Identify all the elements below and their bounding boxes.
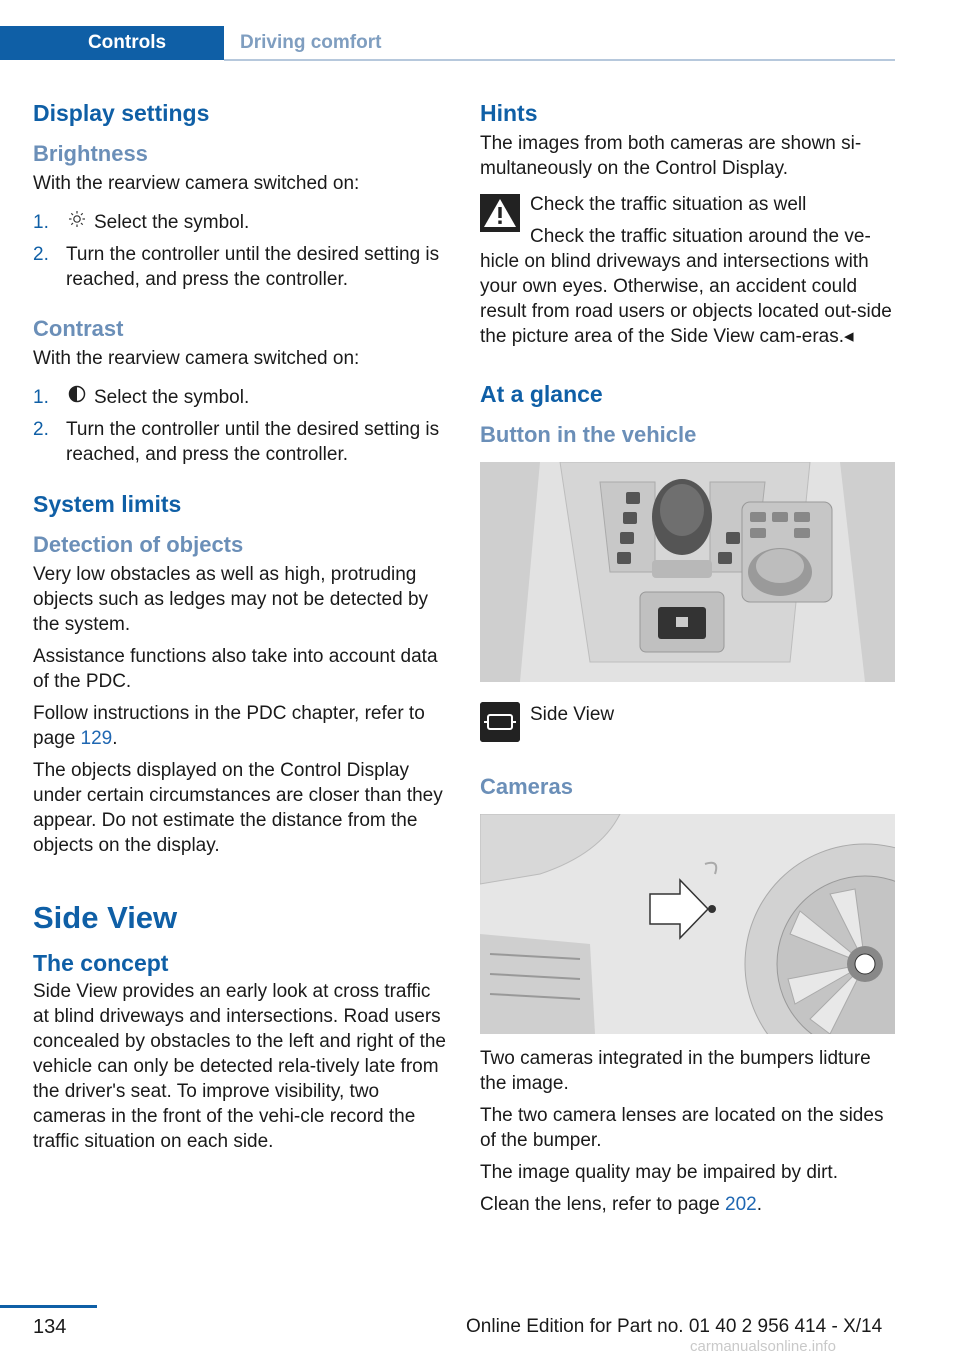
step-number: 1. <box>33 212 49 233</box>
step-text: Select the symbol. <box>94 387 250 408</box>
watermark: carmanualsonline.info <box>690 1338 836 1355</box>
detection-p3-end: . <box>112 728 118 749</box>
warning-block <box>480 192 898 349</box>
cameras-paragraph-4 <box>480 1192 898 1217</box>
heading-cameras: Cameras <box>480 774 573 799</box>
heading-detection-of-objects: Detection of objects <box>33 532 244 557</box>
cameras-paragraph-2: The two camera lenses are located on the sides of the bumper. <box>480 1105 884 1151</box>
right-column <box>480 100 898 1217</box>
cameras-paragraph-1: Two cameras integrated in the bumpers lidture the image. <box>480 1048 871 1094</box>
page-link-129[interactable]: 129 <box>80 728 113 749</box>
tab-driving-comfort[interactable]: Driving comfort <box>240 32 382 53</box>
side-view-button-legend <box>480 702 898 744</box>
cameras-p4-end: . <box>756 1194 763 1215</box>
heading-hints: Hints <box>480 100 538 126</box>
detection-paragraph-1: Very low obstacles as well as high, protruding objects such as ledges may not be detected by the system. <box>33 564 429 635</box>
step-number: 2. <box>33 419 49 440</box>
warning-line-2: Check the traffic situation around the ve- <box>530 226 871 247</box>
contrast-step-2 <box>33 417 451 467</box>
warning-icon <box>480 194 520 232</box>
contrast-intro: With the rearview camera switched on: <box>33 348 360 369</box>
bumper-camera-illustration <box>480 814 895 1034</box>
heading-the-concept: The concept <box>33 950 169 976</box>
brightness-step-2 <box>33 242 451 292</box>
footer-divider <box>0 1305 97 1308</box>
detection-p3-text: Follow instructions in the PDC chapter, refer to page <box>33 703 425 749</box>
heading-display-settings: Display settings <box>33 100 210 126</box>
heading-at-a-glance: At a glance <box>480 381 603 407</box>
heading-system-limits: System limits <box>33 491 182 517</box>
page-link-202[interactable]: 202 <box>725 1194 757 1215</box>
contrast-icon <box>66 385 88 410</box>
hints-body: The images from both cameras are shown si-multaneously on the Control Display. <box>480 133 862 179</box>
detection-paragraph-2: Assistance functions also take into account data of the PDC. <box>33 646 438 692</box>
cameras-p4-text: Clean the lens, refer to page <box>480 1194 726 1215</box>
side-view-camera-icon <box>480 702 520 742</box>
step-text: Turn the controller until the desired setting is reached, and press the controller. <box>66 419 440 465</box>
step-number: 1. <box>33 387 49 408</box>
page-number: 134 <box>33 1316 67 1338</box>
detection-paragraph-4: The objects displayed on the Control Display under certain circumstances are closer than they appear. Do not estimate the distance from the objects on the display. <box>33 760 443 856</box>
center-console-illustration <box>480 462 895 682</box>
heading-side-view: Side View <box>33 900 178 935</box>
brightness-sun-icon <box>66 210 88 235</box>
contrast-step-1 <box>33 385 451 410</box>
brightness-intro: With the rearview camera switched on: <box>33 173 360 194</box>
warning-title: Check the traffic situation as well <box>530 194 807 215</box>
step-text: Turn the controller until the desired setting is reached, and press the controller. <box>66 244 440 290</box>
brightness-step-1 <box>33 210 451 235</box>
warning-body: hicle on blind driveways and intersections with your own eyes. Otherwise, an accident could result from road users or objects located out-side the picture area of the Side View cam-eras.◂ <box>480 251 892 347</box>
heading-brightness: Brightness <box>33 141 148 166</box>
step-number: 2. <box>33 244 49 265</box>
heading-contrast: Contrast <box>33 316 124 341</box>
cameras-paragraph-3: The image quality may be impaired by dirt. <box>480 1162 838 1183</box>
edition-note: Online Edition for Part no. 01 40 2 956 414 - X/14 <box>466 1316 883 1337</box>
detection-paragraph-3 <box>33 701 451 751</box>
tab-controls[interactable] <box>0 26 224 60</box>
step-text: Select the symbol. <box>94 212 250 233</box>
chapter-header <box>0 26 895 62</box>
side-view-label: Side View <box>530 704 615 725</box>
concept-body: Side View provides an early look at cross traffic at blind driveways and intersections. Road users concealed by obstacles to the left and right of the vehicle can only be detected rela-tively late from the driver's seat. To improve visibility, two cameras in the front of the vehi-cle record the traffic situation on each side. <box>33 981 446 1152</box>
header-divider <box>224 59 895 61</box>
heading-button-in-vehicle: Button in the vehicle <box>480 422 697 447</box>
left-column <box>33 100 451 1154</box>
tab-controls-label: Controls <box>87 32 167 53</box>
